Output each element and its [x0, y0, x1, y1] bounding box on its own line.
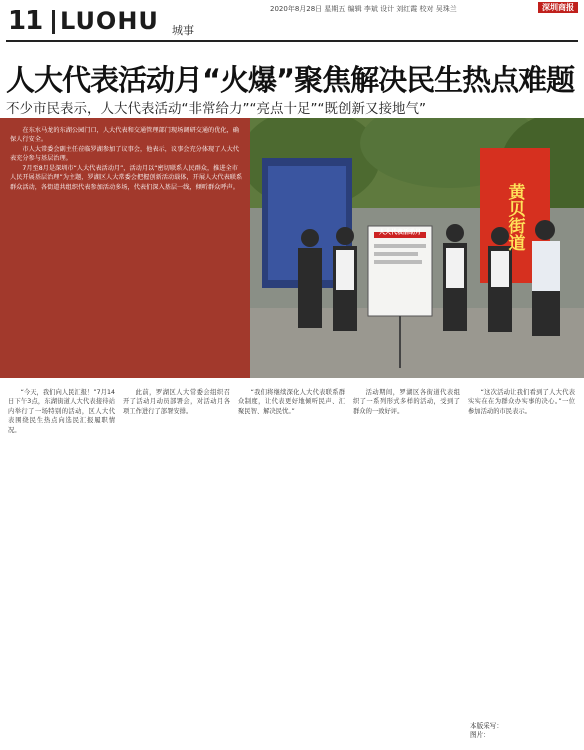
- hero-photo: [0, 118, 584, 378]
- article-column-5: [468, 388, 575, 720]
- brand-logo: 深圳商报: [538, 2, 578, 13]
- body-paragraph: 活动期间，罗湖区各街道代表组织了一系列形式多样的活动，受到了群众的一致好评。: [353, 389, 460, 415]
- masthead-divider: [52, 10, 55, 34]
- section-name-en: LUOHU: [60, 7, 159, 35]
- hero-caption: [0, 118, 250, 378]
- caption-paragraph: 7月至8月是深圳市“人大代表活动月”，活动月以“密切联系人民群众，推进全市人民开展基层治理”为主题，罗湖区人大常委会把握创新活动载体，开展人大代表联系群众活动，各街道共组织代表参加活动多场，代表们深入基层一线，倾听群众呼声。: [10, 165, 243, 191]
- article-column-1: [8, 388, 115, 720]
- caption-paragraph: 在东水马龙的东湖公园门口，人大代表和交通管理部门现场调研交通的优化，确保人行安全。: [10, 127, 239, 144]
- masthead-rule: [6, 40, 578, 42]
- page-number: 11: [8, 6, 43, 36]
- issue-meta: 2020年8月28日 星期五 编辑 李斌 设计 刘红霞 校对 吴珠兰: [270, 5, 457, 13]
- street-banner: [483, 152, 547, 282]
- byline: [470, 722, 580, 740]
- caption-paragraph: 市人大常委会副主任莅临罗湖参加了议事会，他表示，议事会充分体现了人大代表充分参与基层治理。: [10, 146, 239, 163]
- article-column-3: [238, 388, 345, 720]
- section-name-zh: 城事: [172, 24, 194, 37]
- street-banner-text: 黄贝街道: [504, 183, 525, 251]
- article-column-2: [123, 388, 230, 720]
- page-subhead: 不少市民表示，人大代表活动“非常给力”“亮点十足”“既创新又接地气”: [6, 101, 426, 117]
- masthead: [0, 0, 584, 44]
- activity-sign: 人大代表活动月: [378, 229, 421, 236]
- body-paragraph: 此前，罗湖区人大常委会组织召开了活动月动员部署会，对活动月各项工作进行了部署安排。: [123, 389, 230, 415]
- body-paragraph: “这次活动让我们看到了人大代表实实在在为群众办实事的决心。”一位参加活动的市民表示。: [468, 389, 575, 415]
- byline-photos: 图片：: [470, 731, 490, 739]
- page-headline: 人大代表活动月“火爆”聚焦解决民生热点难题: [6, 63, 575, 97]
- byline-writers: 本版采写：: [470, 722, 503, 730]
- body-paragraph: “今天，我们向人民汇报！”7月14日下午3点，东湖街道人大代表接待站内举行了一场特别的活动，区人大代表围绕民生热点向选民汇报履职情况。: [8, 389, 115, 434]
- body-paragraph: “我们将继续深化人大代表联系群众制度，让代表更好地倾听民声、汇聚民智、解决民忧。”: [238, 389, 345, 415]
- article-column-4: [353, 388, 460, 720]
